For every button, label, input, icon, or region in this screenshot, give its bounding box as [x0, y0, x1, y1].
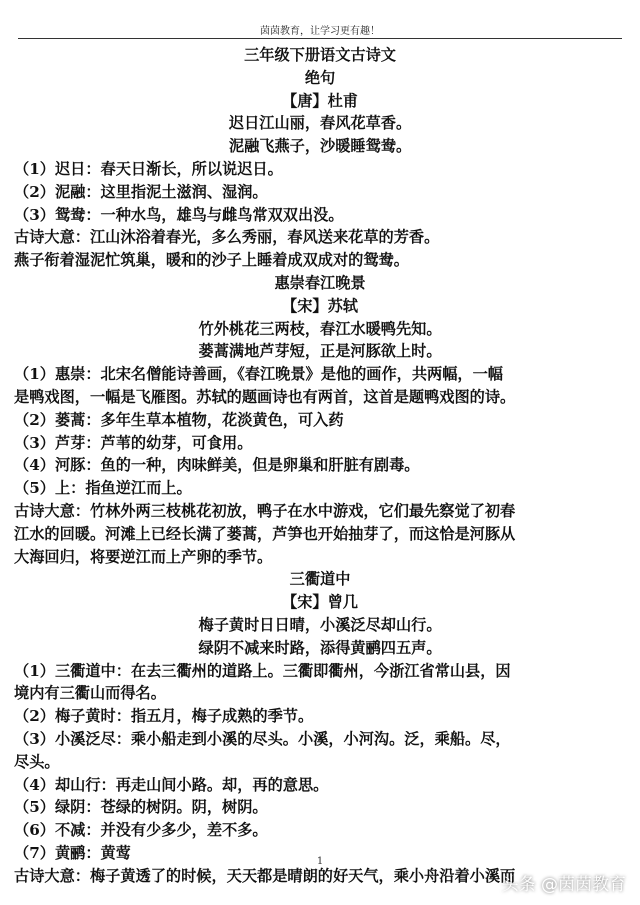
centered-line: 三年级下册语文古诗文 [244, 46, 396, 64]
text-line: （3）鸳鸯：一种水鸟，雄鸟与雌鸟常双双出没。 [14, 205, 344, 224]
watermark: 头条 @茵茵教育 [501, 875, 626, 895]
text-line: 境内有三衢山而得名。 [14, 684, 166, 703]
text-line: （2）泥融：这里指泥土滋润、湿润。 [14, 182, 268, 201]
centered-line: 绝句 [304, 68, 336, 87]
centered-line: 梅子黄时日日晴，小溪泛尽却山行。 [198, 615, 442, 634]
centered-line: 【唐】杜甫 [282, 91, 358, 110]
text-line: 古诗大意：江山沐浴着春光，多么秀丽，春风送来花草的芳香。 [14, 228, 440, 247]
text-line: 古诗大意：竹林外两三枝桃花初放，鸭子在水中游戏，它们最先察觉了初春 [14, 501, 516, 520]
text-line: （3）小溪泛尽：乘小船走到小溪的尽头。小溪，小河沟。泛，乘船。尽， [14, 729, 511, 748]
centered-line: 【宋】曾几 [282, 593, 358, 612]
header-divider [18, 38, 622, 39]
text-line: （1）三衢道中：在去三衢州的道路上。三衢即衢州，今浙江省常山县，因 [14, 661, 511, 680]
text-line: （1）迟日：春天日渐长，所以说迟日。 [14, 159, 283, 178]
text-line: 是鸭戏图，一幅是飞雁图。苏轼的题画诗也有两首，这首是题鸭戏图的诗。 [14, 387, 516, 406]
centered-line: 迟日江山丽，春风花草香。 [228, 114, 412, 133]
text-line: （5）绿阴：苍绿的树阴。阴，树阴。 [14, 798, 268, 817]
text-line: 尽头。 [14, 752, 60, 771]
page-header: 茵茵教育，让学习更有趣！ [260, 26, 380, 37]
centered-line: 三衢道中 [289, 570, 351, 589]
text-line: 大海回归，将要逆江而上产卵的季节。 [14, 547, 273, 566]
text-line: （1）惠崇：北宋名僧能诗善画，《春江晚景》是他的画作，共两幅，一幅 [14, 365, 503, 384]
text-line: （6）不减：并没有少多少，差不多。 [14, 821, 268, 840]
text-line: 燕子衔着湿泥忙筑巢，暖和的沙子上睡着成双成对的鸳鸯。 [14, 251, 409, 270]
text-line: 江水的回暖。河滩上已经长满了蒌蒿，芦笋也开始抽芽了，而这恰是河豚从 [14, 524, 516, 543]
centered-line: 【宋】苏轼 [282, 296, 358, 315]
text-line: （2）蒌蒿：多年生草本植物，花淡黄色，可入药 [14, 410, 344, 429]
text-line: （4）却山行：再走山间小路。却，再的意思。 [14, 775, 329, 794]
text-line: （7）黄鹂：黄莺 [14, 843, 131, 862]
text-line: 古诗大意：梅子黄透了的时候，天天都是晴朗的好天气，乘小舟沿着小溪而 [14, 866, 516, 885]
text-line: （4）河豚：鱼的一种，肉味鲜美，但是卵巢和肝脏有剧毒。 [14, 456, 420, 475]
centered-line: 蒌蒿满地芦芽短，正是河豚欲上时。 [198, 342, 442, 361]
page-number: 1 [316, 856, 324, 867]
centered-line: 绿阴不减来时路，添得黄鹂四五声。 [198, 638, 442, 657]
centered-line: 竹外桃花三两枝，春江水暖鸭先知。 [198, 319, 442, 338]
centered-line: 泥融飞燕子，沙暖睡鸳鸯。 [228, 137, 412, 156]
text-line: （5）上：指鱼逆江而上。 [14, 479, 192, 498]
centered-line: 惠崇春江晚景 [274, 273, 366, 292]
text-line: （2）梅子黄时：指五月，梅子成熟的季节。 [14, 707, 314, 726]
document-body [14, 44, 626, 887]
text-line: （3）芦芽：芦苇的幼芽，可食用。 [14, 433, 253, 452]
